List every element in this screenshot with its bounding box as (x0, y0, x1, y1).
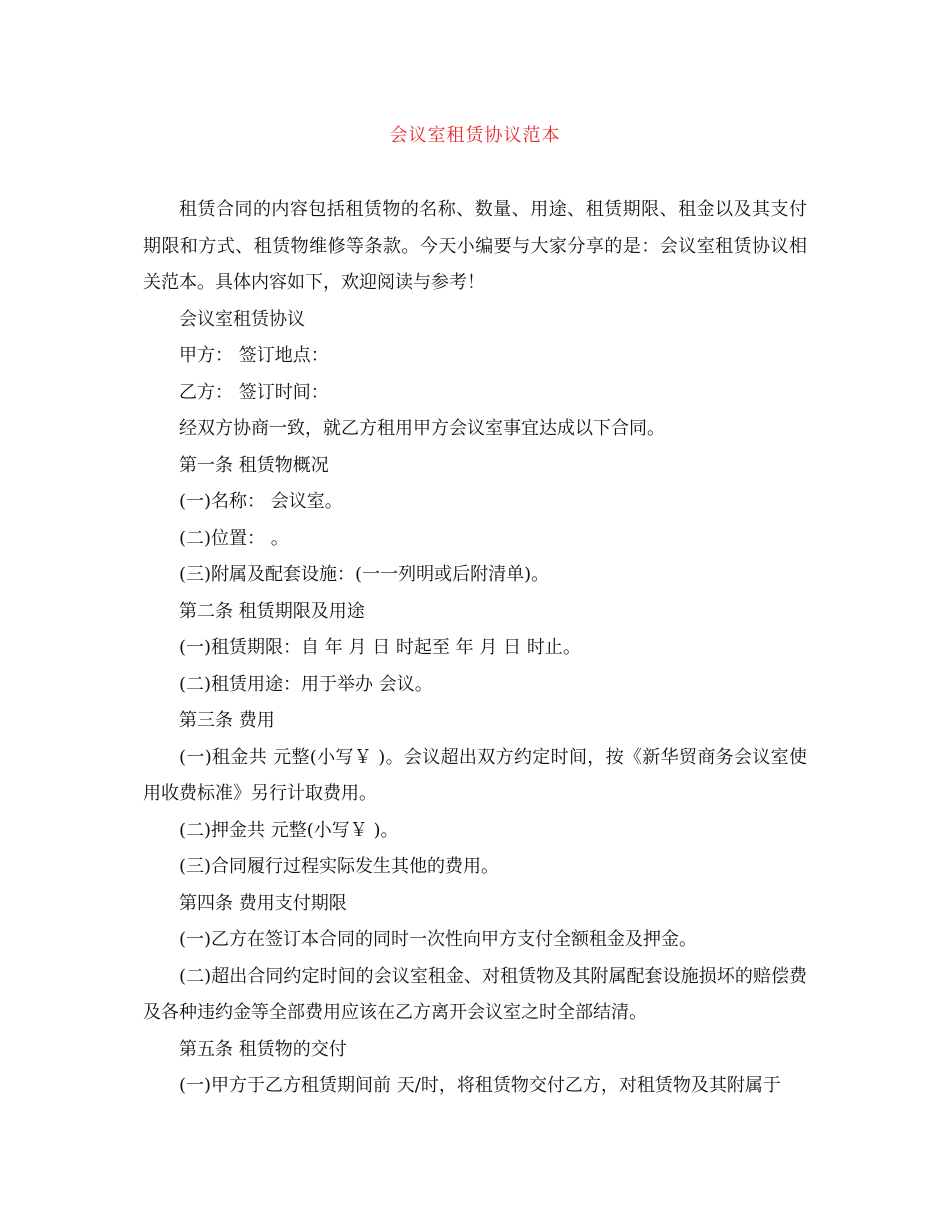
party-a-line: 甲方： 签订地点： (179, 345, 329, 366)
article-3-item-1: (一)租金共 元整(小写￥ )。会议超出双方约定时间，按《新华贸商务会议室使用收费标准》另行计取费用。 (143, 746, 807, 804)
article-4-item-1: (一)乙方在签订本合同的同时一次性向甲方支付全额租金及押金。 (179, 929, 698, 950)
article-2-item-1: (一)租赁期限：自 年 月 日 时起至 年 月 日 时止。 (179, 637, 581, 658)
article-3-item-2: (二)押金共 元整(小写￥ )。 (179, 819, 399, 841)
article-5-heading: 第五条 租赁物的交付 (179, 1038, 347, 1060)
agreement-title: 会议室租赁协议 (179, 308, 305, 330)
article-1-heading: 第一条 租赁物概况 (179, 454, 329, 476)
intro-paragraph: 租赁合同的内容包括租赁物的名称、数量、用途、租赁期限、租金以及其支付期限和方式、租赁物维修等条款。今天小编要与大家分享的是：会议室租赁协议相关范本。具体内容如下，欢迎阅读与参考！ (143, 199, 807, 293)
article-3-item-3: (三)合同履行过程实际发生其他的费用。 (179, 856, 500, 877)
article-3-heading: 第三条 费用 (179, 710, 275, 731)
article-5-item-1: (一)甲方于乙方租赁期间前 天/时，将租赁物交付乙方，对租赁物及其附属于 (179, 1075, 781, 1096)
article-1-item-3: (三)附属及配套设施：(一一列明或后附清单)。 (179, 564, 550, 585)
document-title: 会议室租赁协议范本 (389, 125, 561, 146)
preamble: 经双方协商一致，就乙方租用甲方会议室事宜达成以下合同。 (179, 418, 665, 439)
article-4-heading: 第四条 费用支付期限 (179, 892, 347, 914)
document-body (143, 192, 807, 1105)
party-b-line: 乙方： 签订时间： (179, 381, 329, 403)
article-4-item-2: (二)超出合同约定时间的会议室租金、对租赁物及其附属配套设施损坏的赔偿费及各种违约金等全部费用应该在乙方离开会议室之时全部结清。 (143, 965, 807, 1023)
article-1-item-1: (一)名称： 会议室。 (179, 491, 343, 512)
article-2-item-2: (二)租赁用途：用于举办 会议。 (179, 673, 433, 695)
article-1-item-2: (二)位置： 。 (179, 527, 289, 549)
article-2-heading: 第二条 租赁期限及用途 (179, 600, 365, 622)
